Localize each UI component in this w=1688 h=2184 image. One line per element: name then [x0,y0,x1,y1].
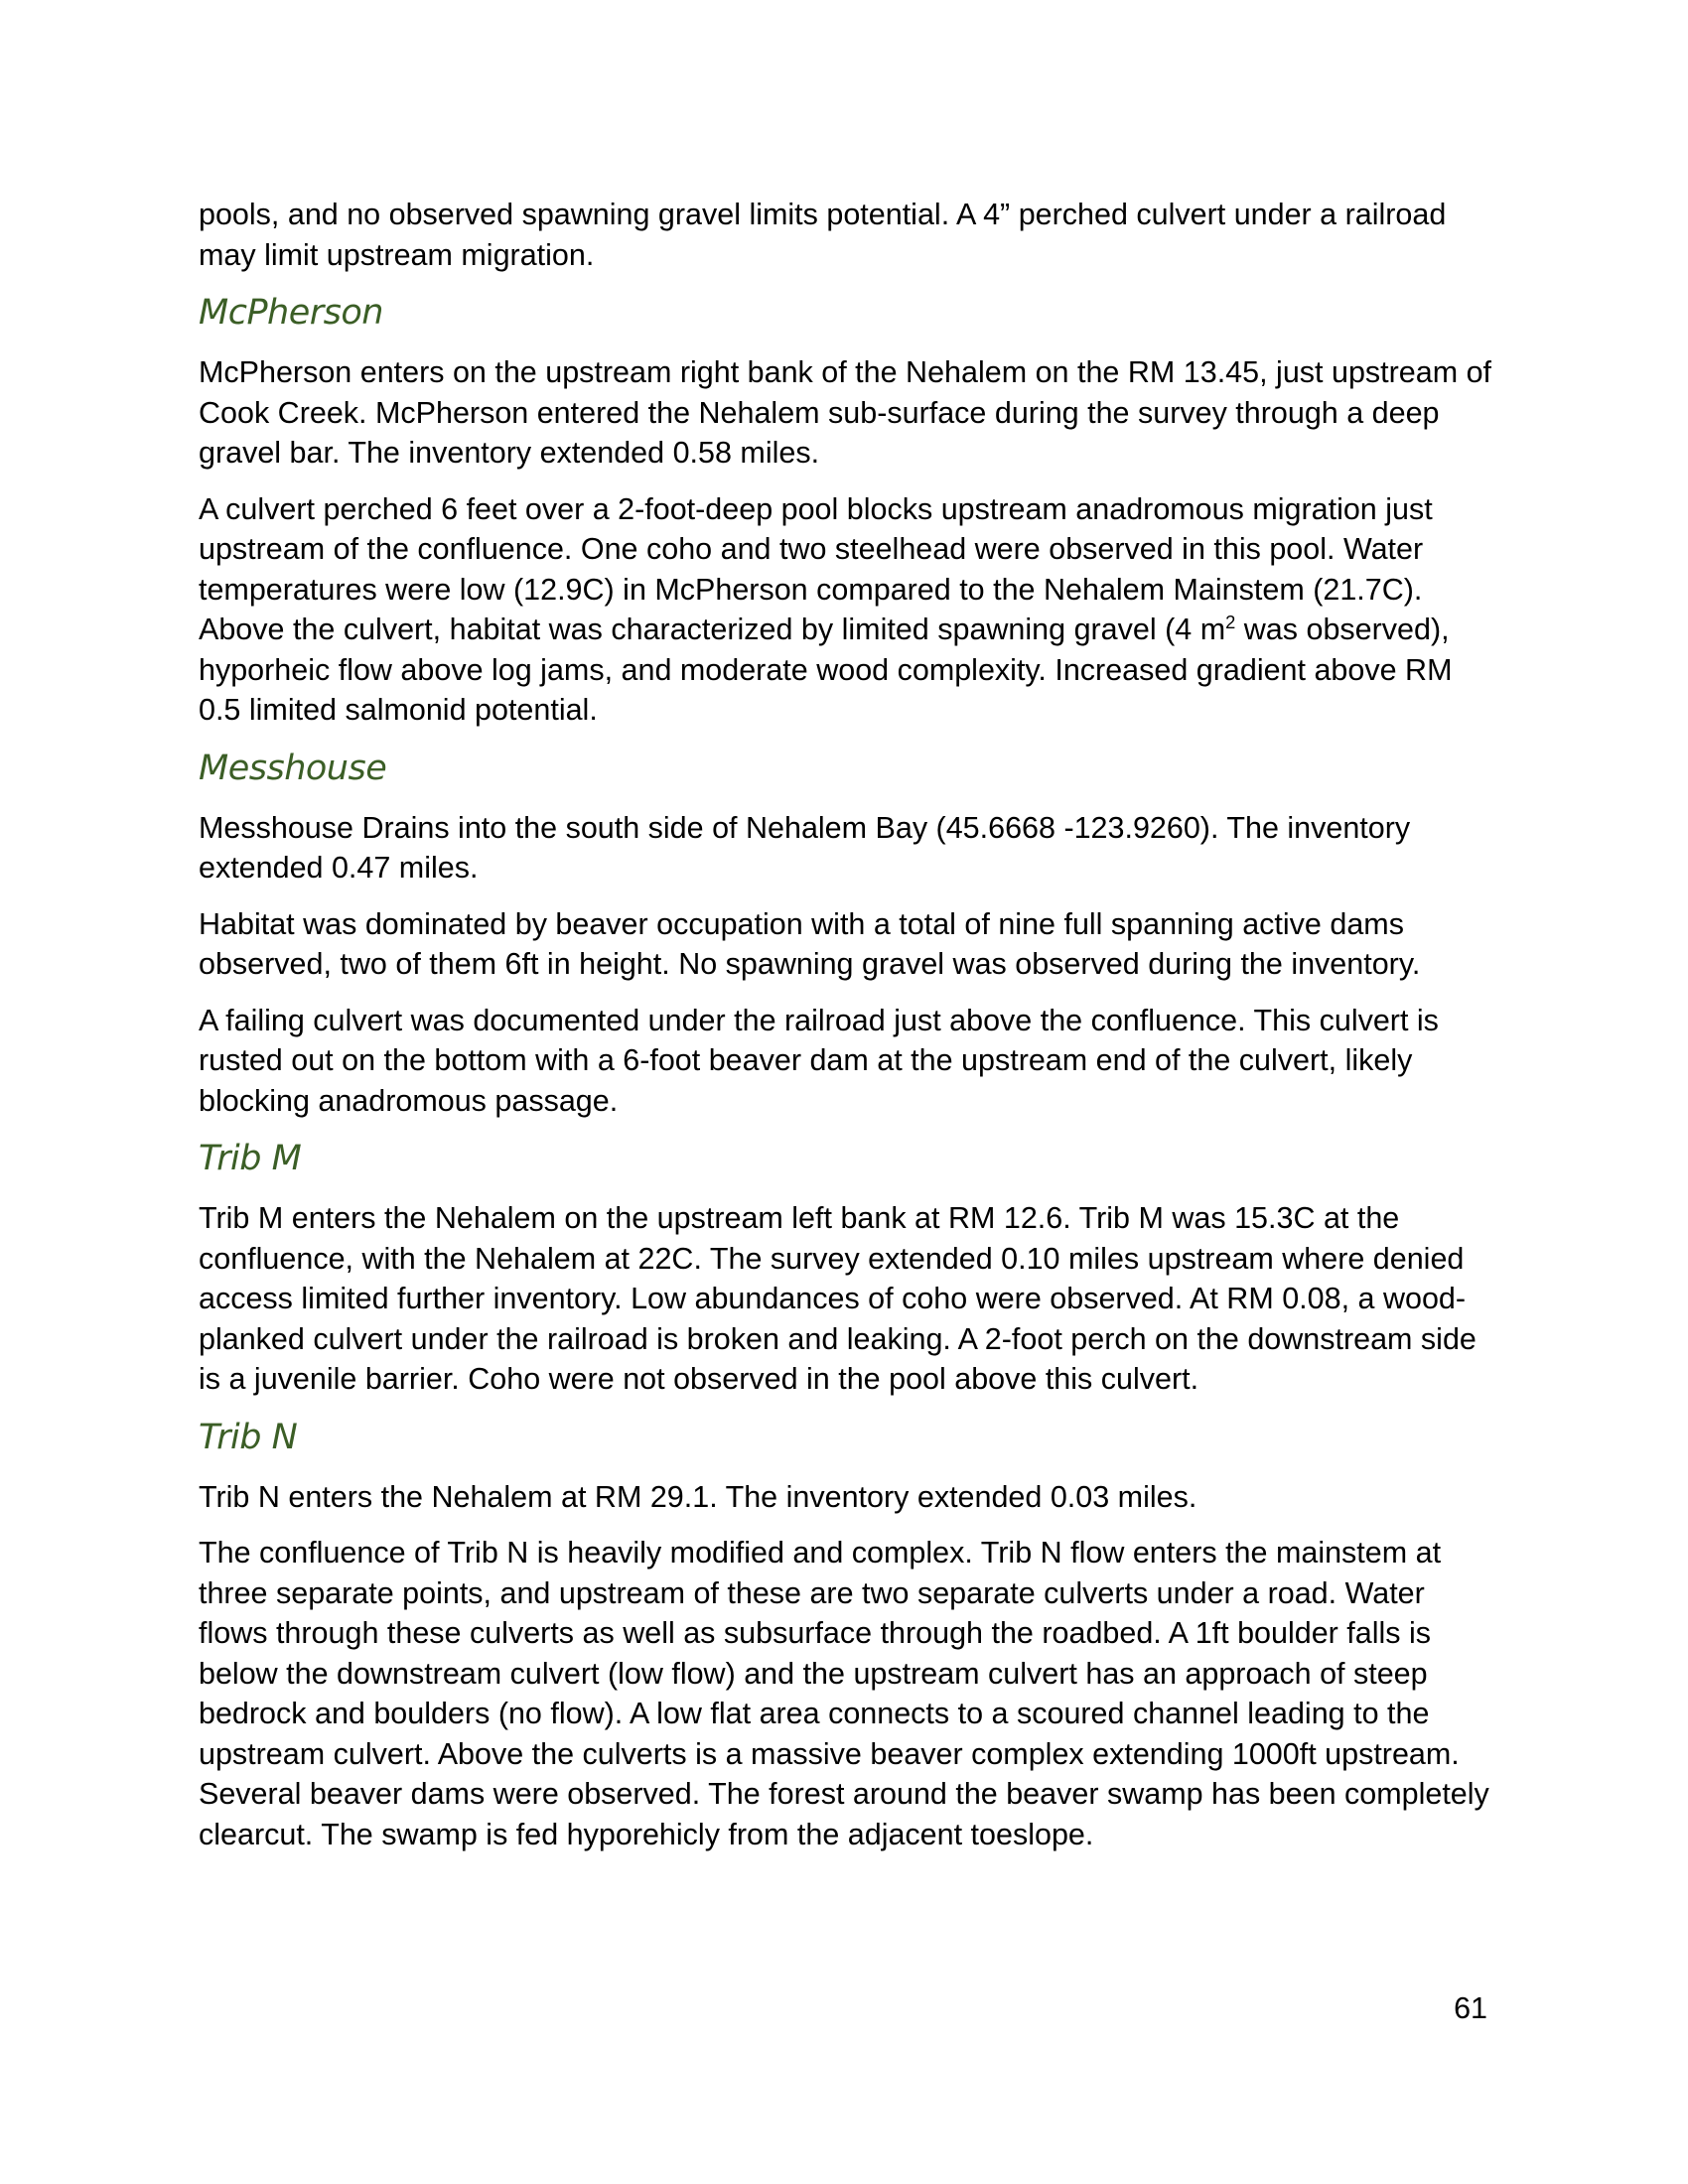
section-heading-trib-m: Trib M [199,1139,302,1178]
section-messhouse [199,747,1499,1122]
mcpherson-paragraph-2-text-b: was observed), hyporheic flow above log jams, and moderate wood complexity. Increased gradient above RM 0.5 limited salmonid potential. [199,613,1453,727]
messhouse-paragraph-3: A failing culvert was documented under the railroad just above the confluence. This culvert is rusted out on the bottom with a 6-foot beaver dam at the upstream end of the culvert, likely blocking anadromous passage. [199,1003,1439,1118]
trib-n-paragraph-1: Trib N enters the Nehalem at RM 29.1. The inventory extended 0.03 miles. [199,1479,1197,1514]
mcpherson-paragraph-2-text-a: A culvert perched 6 feet over a 2-foot-deep pool blocks upstream anadromous migration just upstream of the confluence. One coho and two steelhead were observed in this pool. Water temperatures were low (12.9C) in McPherson compared to the Nehalem Mainstem (21.7C). Above the culvert, habitat was characterized by limited spawning gravel (4 m [199,491,1433,646]
trib-m-paragraph-1: Trib M enters the Nehalem on the upstream left bank at RM 12.6. Trib M was 15.3C at the confluence, with the Nehalem at 22C. The survey extended 0.10 miles upstream where denied access limited further inventory. Low abundances of coho were observed. At RM 0.08, a wood-planked culvert under the railroad is broken and leaking. A 2-foot perch on the downstream side is a juvenile barrier. Coho were not observed in the pool above this culvert. [199,1201,1477,1396]
page-content [199,195,1499,1870]
mcpherson-paragraph-1: McPherson enters on the upstream right bank of the Nehalem on the RM 13.45, just upstream of Cook Creek. McPherson entered the Nehalem sub-surface during the survey through a deep gravel bar. The inventory extended 0.58 miles. [199,355,1492,470]
section-heading-messhouse: Messhouse [199,748,387,788]
section-heading-trib-n: Trib N [199,1417,298,1457]
section-trib-n [199,1416,1499,1855]
intro-paragraph: pools, and no observed spawning gravel limits potential. A 4” perched culvert under a railroad may limit upstream migration. [199,198,1447,272]
messhouse-paragraph-1: Messhouse Drains into the south side of Nehalem Bay (45.6668 -123.9260). The inventory extended 0.47 miles. [199,810,1411,885]
section-trib-m [199,1137,1499,1400]
superscript-2: 2 [1225,611,1236,632]
section-mcpherson [199,291,1499,731]
trib-n-paragraph-2: The confluence of Trib N is heavily modified and complex. Trib N flow enters the mainstem at three separate points, and upstream of these are two separate culverts under a road. Water flows through these culverts as well as subsurface through the roadbed. A 1ft boulder falls is below the downstream culvert (low flow) and the upstream culvert has an approach of steep bedrock and boulders (no flow). A low flat area connects to a scoured channel leading to the upstream culvert. Above the culverts is a massive beaver complex extending 1000ft upstream. Several beaver dams were observed. The forest around the beaver swamp has been completely clearcut. The swamp is fed hyporehicly from the adjacent toeslope. [199,1536,1489,1851]
section-heading-mcpherson: McPherson [199,293,383,333]
page-number: 61 [1454,1991,1487,2025]
messhouse-paragraph-2: Habitat was dominated by beaver occupation with a total of nine full spanning active dams observed, two of them 6ft in height. No spawning gravel was observed during the inventory. [199,906,1421,981]
mcpherson-paragraph-2 [199,489,1499,731]
